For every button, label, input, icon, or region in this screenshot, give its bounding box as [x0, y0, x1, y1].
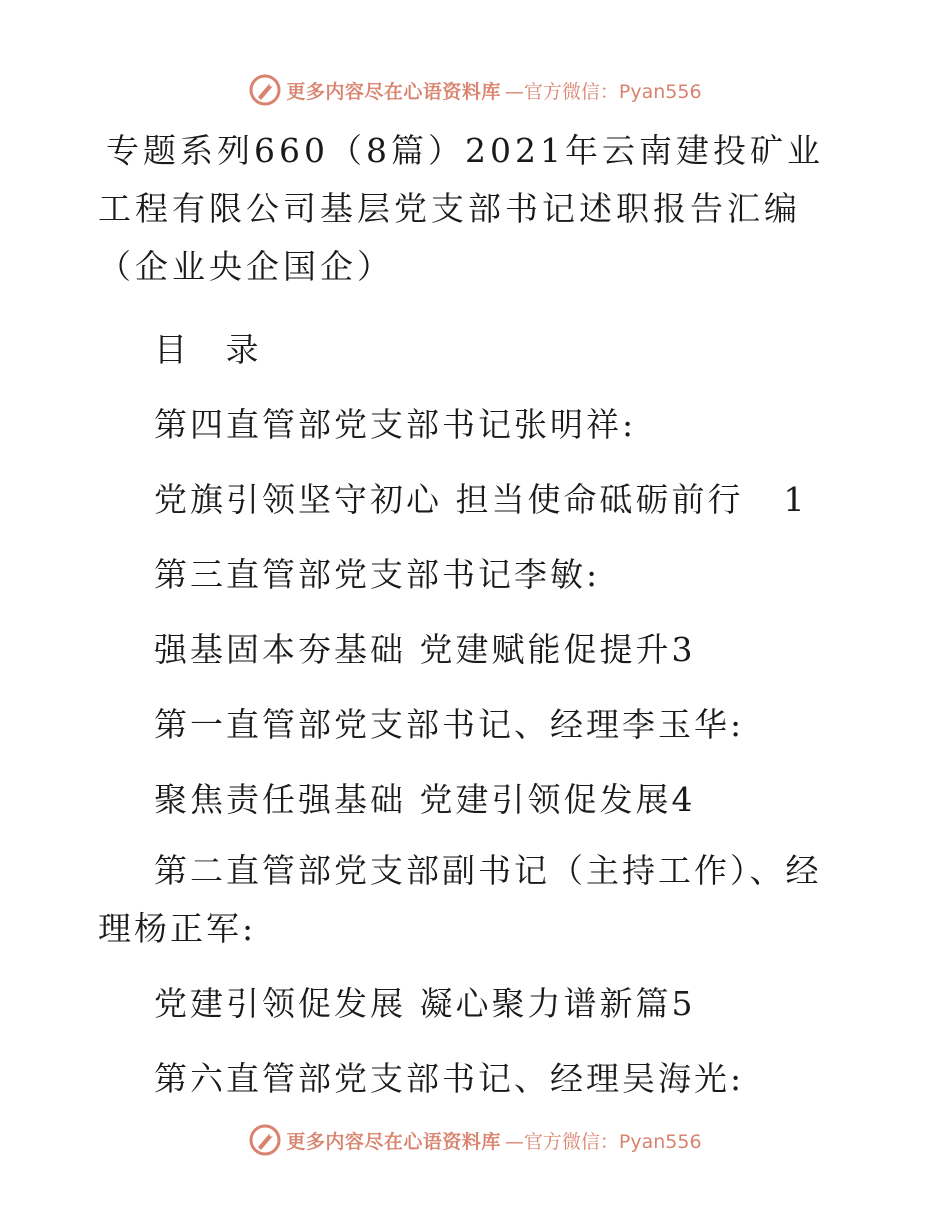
toc-author-5: 第六直管部党支部书记、经理吴海光: — [154, 1059, 745, 1098]
watermark-text: 更多内容尽在心语资料库 — [286, 80, 501, 103]
toc-page-1: 1 — [783, 480, 808, 519]
toc-author-4: 第二直管部党支部副书记（主持工作）、经理杨正军: — [98, 851, 822, 948]
watermark-header — [0, 70, 950, 110]
toc-heading-1: 党旗引领坚守初心 担当使命砥砺前行 — [154, 480, 744, 519]
toc-entry-4 — [98, 984, 850, 1024]
pen-nib-logo-icon — [248, 1123, 282, 1157]
toc-page-4: 5 — [671, 984, 696, 1023]
watermark-wechat: —官方微信：Pyan556 — [504, 1130, 702, 1153]
toc-page-3: 4 — [671, 780, 696, 819]
document-body — [98, 122, 850, 1099]
toc-entry-3 — [98, 780, 850, 820]
toc-heading-2: 强基固本夯基础 党建赋能促提升 — [154, 630, 672, 669]
toc-author-3: 第一直管部党支部书记、经理李玉华: — [154, 705, 745, 744]
toc-author-2: 第三直管部党支部书记李敏: — [154, 555, 601, 594]
toc-heading-3: 聚焦责任强基础 党建引领促发展 — [154, 780, 672, 819]
toc-heading-4: 党建引领促发展 凝心聚力谱新篇 — [154, 984, 672, 1023]
toc-author-1: 第四直管部党支部书记张明祥: — [154, 405, 637, 444]
document-title: 专题系列660（8篇）2021年云南建投矿业工程有限公司基层党支部书记述职报告汇编（企业央企国企） — [98, 131, 824, 286]
watermark-footer — [0, 1120, 950, 1160]
watermark-wechat: —官方微信：Pyan556 — [504, 80, 702, 103]
toc-heading: 目 录 — [154, 330, 273, 369]
toc-page-2: 3 — [671, 630, 696, 669]
watermark-text: 更多内容尽在心语资料库 — [286, 1130, 501, 1153]
pen-nib-logo-icon — [248, 73, 282, 107]
toc-entry-2 — [98, 630, 850, 670]
toc-entry-1 — [98, 480, 850, 520]
